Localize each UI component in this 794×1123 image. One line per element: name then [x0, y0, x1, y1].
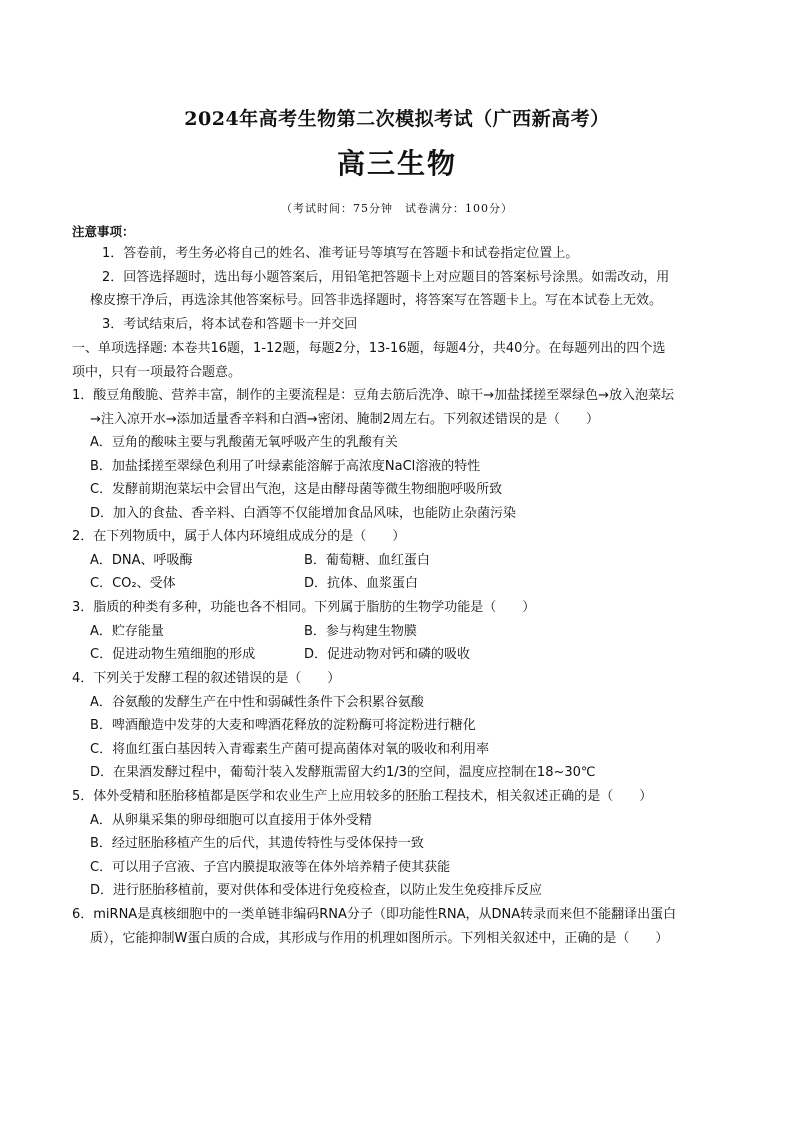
question-stem: 5．体外受精和胚胎移植都是医学和农业生产上应用较多的胚胎工程技术，相关叙述正确的是（ ） [72, 789, 653, 804]
question-stem: 4．下列关于发酵工程的叙述错误的是（ ） [72, 671, 341, 686]
question-5 [72, 785, 724, 903]
question-stem: 1．酸豆角酸脆、营养丰富，制作的主要流程是：豆角去筋后洗净、晾干→加盐揉搓至翠绿色→放入泡菜坛 [72, 388, 675, 403]
question-2 [72, 525, 724, 596]
option: B．加盐揉搓至翠绿色利用了叶绿素能溶解于高浓度NaCl溶液的特性 [90, 458, 481, 474]
option: A．DNA、呼吸酶 [90, 552, 193, 568]
option-row [72, 549, 724, 573]
question-stem: 质），它能抑制W蛋白质的合成，其形成与作用的机理如图所示。下列相关叙述中，正确的是（ ） [90, 930, 669, 946]
option: A．贮存能量 [90, 623, 164, 639]
question-stem: 3．脂质的种类有多种，功能也各不相同。下列属于脂肪的生物学功能是（ ） [72, 600, 536, 615]
option-row [72, 643, 724, 667]
notice-list [72, 242, 724, 336]
notice-title: 注意事项： [72, 224, 135, 239]
option: C．促进动物生殖细胞的形成 [90, 647, 256, 662]
option: B．葡萄糖、血红蛋白 [304, 552, 430, 568]
option: B．啤酒酿造中发芽的大麦和啤酒花释放的淀粉酶可将淀粉进行糖化 [90, 718, 476, 733]
notice-item: 1．答卷前，考生务必将自己的姓名、准考证号等填写在答题卡和试卷指定位置上。 [102, 246, 579, 261]
notice-item: 3．考试结束后，将本试卷和答题卡一并交回 [102, 316, 358, 332]
option: D．促进动物对钙和磷的吸收 [304, 647, 471, 662]
option: B．经过胚胎移植产生的后代，其遗传特性与受体保持一致 [90, 836, 424, 851]
option: A．从卵巢采集的卵母细胞可以直接用于体外受精 [90, 812, 372, 828]
question-4 [72, 667, 724, 785]
section-line: 一、单项选择题: 本卷共16题，1-12题，每题2分，13-16题，每题4分，共40分。在每题列出的四个选 [72, 341, 666, 356]
notice-item: 橡皮擦干净后，再选涂其他答案标号。回答非选择题时，将答案写在答题卡上。写在本试卷上无效。 [90, 293, 663, 308]
question-6 [72, 903, 724, 950]
option: D．在果酒发酵过程中，葡萄汁装入发酵瓶需留大约1/3的空间，温度应控制在18~30℃ [90, 765, 596, 780]
option: D．加入的食盐、香辛料、白酒等不仅能增加食品风味，也能防止杂菌污染 [90, 505, 517, 521]
option-row [72, 620, 724, 644]
notice-item: 2．回答选择题时，选出每小题答案后，用铅笔把答题卡上对应题目的答案标号涂黑。如需改动，用 [102, 269, 670, 285]
exam-title: 2024年高考生物第二次模拟考试（广西新高考） [184, 108, 610, 130]
option: A．豆角的酸味主要与乳酸菌无氧呼吸产生的乳酸有关 [90, 435, 398, 450]
option: C．CO₂、受体 [90, 576, 176, 591]
exam-subtitle: 高三生物 [336, 147, 457, 180]
option: C．将血红蛋白基因转入青霉素生产菌可提高菌体对氧的吸收和利用率 [90, 741, 490, 757]
option: D．抗体、血浆蛋白 [304, 576, 419, 591]
option: C．可以用子宫液、子宫内膜提取液等在体外培养精子使其获能 [90, 859, 451, 875]
option: C．发酵前期泡菜坛中会冒出气泡，这是由酵母菌等微生物细胞呼吸所致 [90, 482, 503, 497]
option: B．参与构建生物膜 [304, 623, 417, 639]
option: D．进行胚胎移植前，要对供体和受体进行免疫检查，以防止发生免疫排斥反应 [90, 883, 543, 898]
question-1 [72, 384, 724, 525]
section-heading [72, 337, 724, 384]
exam-info: （考试时间：75分钟 试卷满分：100分） [281, 202, 513, 215]
option: A．谷氨酸的发酵生产在中性和弱碱性条件下会积累谷氨酸 [90, 694, 424, 710]
question-3 [72, 596, 724, 667]
question-stem: →注入凉开水→添加适量香辛料和白酒→密闭、腌制2周左右。下列叙述错误的是（ ） [90, 411, 599, 427]
question-stem: 2．在下列物质中，属于人体内环境组成成分的是（ ） [72, 529, 406, 544]
question-stem: 6．miRNA是真核细胞中的一类单链非编码RNA分子（即功能性RNA，从DNA转录而来但不能翻译出蛋白 [72, 907, 677, 922]
section-line: 项中，只有一项最符合题意。 [72, 364, 242, 380]
option-row [72, 572, 724, 596]
